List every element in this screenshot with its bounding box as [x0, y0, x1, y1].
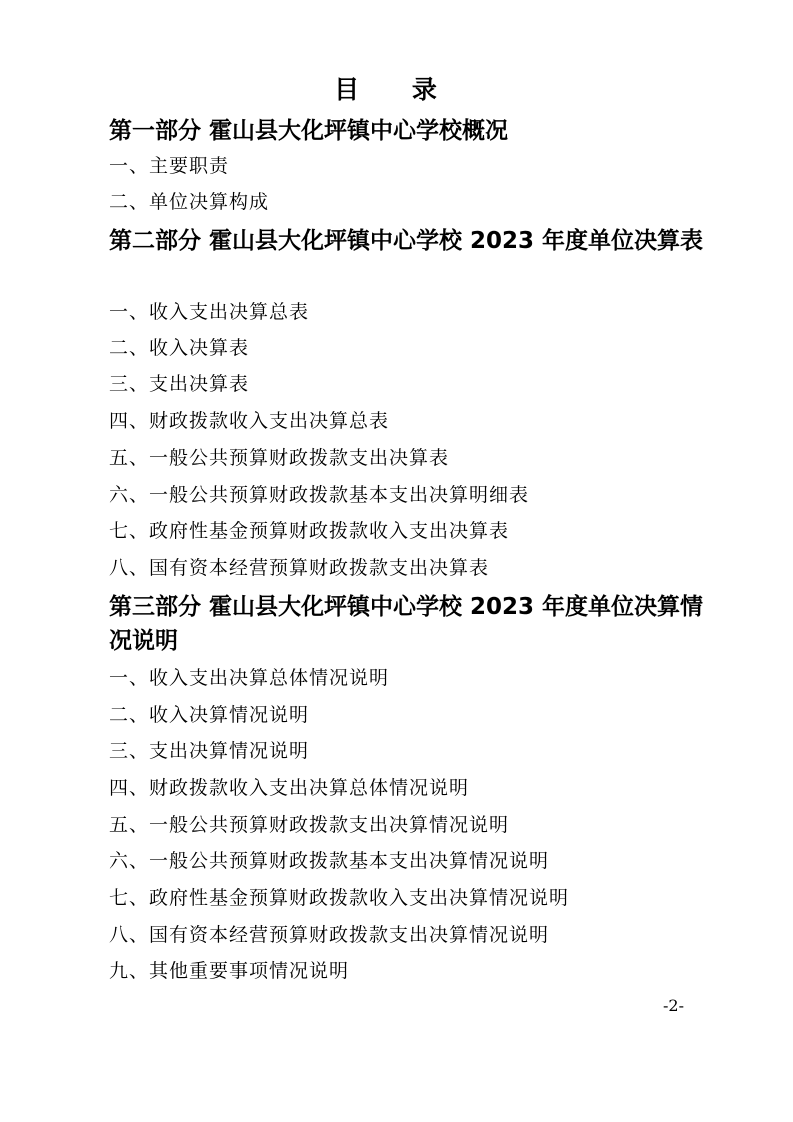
toc-item: 二、收入决算情况说明 [109, 704, 310, 726]
toc-item: 八、国有资本经营预算财政拨款支出决算情况说明 [109, 924, 550, 946]
toc-item: 四、财政拨款收入支出决算总体情况说明 [109, 777, 470, 799]
toc-item: 八、国有资本经营预算财政拨款支出决算表 [109, 557, 490, 579]
toc-item: 四、财政拨款收入支出决算总表 [109, 410, 390, 432]
page-number: -2- [663, 996, 684, 1015]
toc-item: 六、一般公共预算财政拨款基本支出决算情况说明 [109, 850, 550, 872]
part-1-heading: 第一部分 霍山县大化坪镇中心学校概况 [109, 118, 509, 144]
toc-item: 二、单位决算构成 [109, 191, 270, 213]
toc-item: 七、政府性基金预算财政拨款收入支出决算情况说明 [109, 887, 570, 909]
toc-title: 目 录 [334, 75, 459, 104]
toc-item: 一、收入支出决算总体情况说明 [109, 667, 390, 689]
toc-item: 六、一般公共预算财政拨款基本支出决算明细表 [109, 484, 530, 506]
part-3-heading: 第三部分 霍山县大化坪镇中心学校 2023 年度单位决算情况说明 [109, 594, 704, 654]
toc-item: 九、其他重要事项情况说明 [109, 960, 350, 982]
toc-item: 一、收入支出决算总表 [109, 301, 310, 323]
toc-item: 三、支出决算表 [109, 373, 250, 395]
toc-item: 三、支出决算情况说明 [109, 740, 310, 762]
toc-item: 五、一般公共预算财政拨款支出决算表 [109, 447, 450, 469]
toc-item: 一、主要职责 [109, 155, 230, 177]
toc-item: 七、政府性基金预算财政拨款收入支出决算表 [109, 520, 510, 542]
part-2-heading: 第二部分 霍山县大化坪镇中心学校 2023 年度单位决算表 [109, 228, 704, 254]
toc-item: 五、一般公共预算财政拨款支出决算情况说明 [109, 814, 510, 836]
toc-item: 二、收入决算表 [109, 337, 250, 359]
